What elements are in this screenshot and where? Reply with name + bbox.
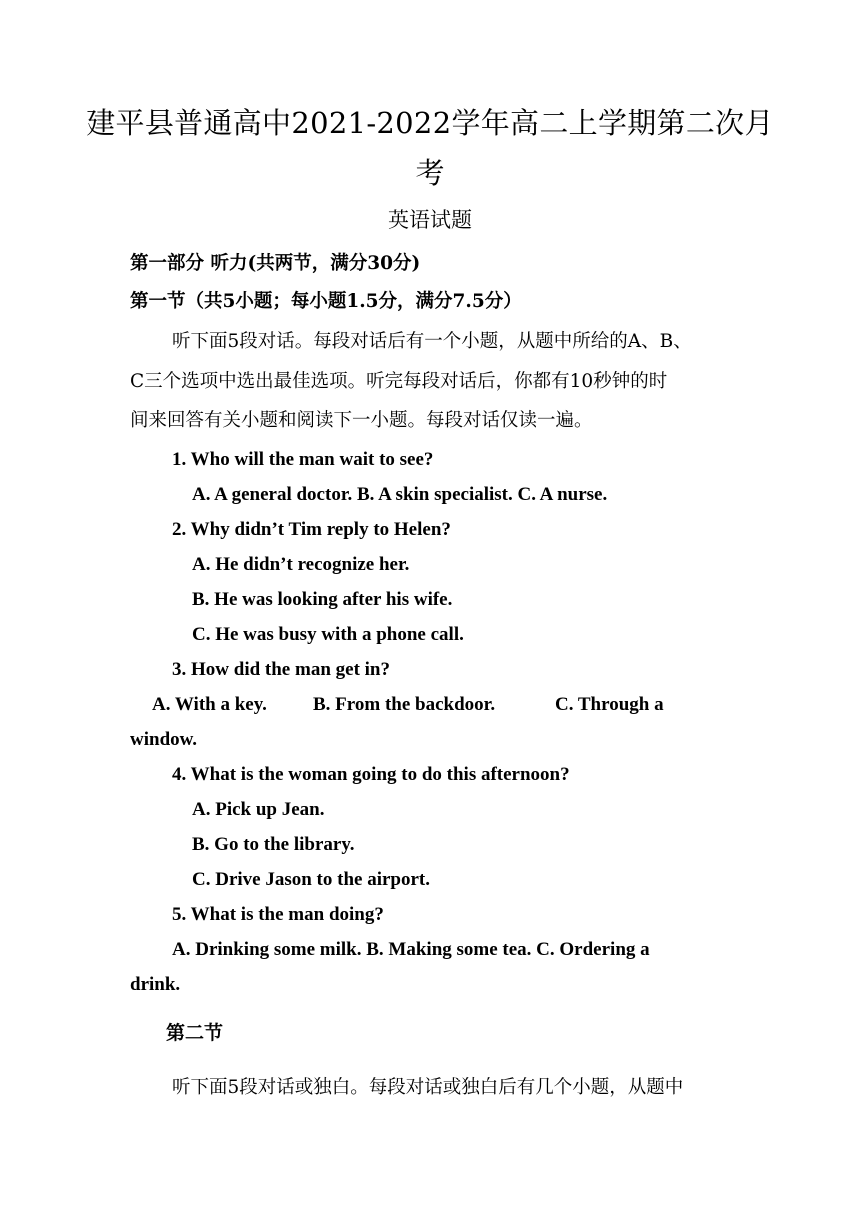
q5-stem: 5. What is the man doing? [172,904,384,925]
q3-option-c-continued: window. [130,729,198,750]
part1-heading: 第一部分 听力(共两节，满分30分) [130,253,421,274]
q3-option-c: C. Through a [555,694,664,715]
exam-subject: 英语试题 [388,208,472,232]
q4-option-b: B. Go to the library. [192,834,355,855]
section1-instructions-line1: 听下面5段对话。每段对话后有一个小题，从题中所给的A、B、 [172,331,692,352]
q1-options: A. A general doctor. B. A skin specialist. C. A nurse. [192,484,608,505]
q4-option-c: C. Drive Jason to the airport. [192,869,430,890]
q2-option-c: C. He was busy with a phone call. [192,624,464,645]
q3-option-a: A. With a key. [152,694,267,715]
section2-instructions: 听下面5段对话或独白。每段对话或独白后有几个小题，从题中 [172,1077,684,1098]
section2-heading: 第二节 [166,1022,224,1044]
q2-option-b: B. He was looking after his wife. [192,589,453,610]
q4-stem: 4. What is the woman going to do this afternoon? [172,764,570,785]
section1-heading: 第一节（共5小题；每小题1.5分，满分7.5分） [130,291,522,312]
exam-title-line1: 建平县普通高中2021-2022学年高二上学期第二次月 [86,106,774,140]
exam-title-line2: 考 [415,156,445,190]
section1-instructions-line2: C三个选项中选出最佳选项。听完每段对话后，你都有10秒钟的时 [130,371,668,392]
q2-stem: 2. Why didn’t Tim reply to Helen? [172,519,451,540]
q3-stem: 3. How did the man get in? [172,659,390,680]
q4-option-a: A. Pick up Jean. [192,799,325,820]
q3-option-b: B. From the backdoor. [313,694,496,715]
q1-stem: 1. Who will the man wait to see? [172,449,434,470]
section1-instructions-line3: 间来回答有关小题和阅读下一小题。每段对话仅读一遍。 [130,410,593,431]
q5-options: A. Drinking some milk. B. Making some tea. C. Ordering a [172,939,650,960]
q5-options-continued: drink. [130,974,181,995]
q2-option-a: A. He didn’t recognize her. [192,554,410,575]
